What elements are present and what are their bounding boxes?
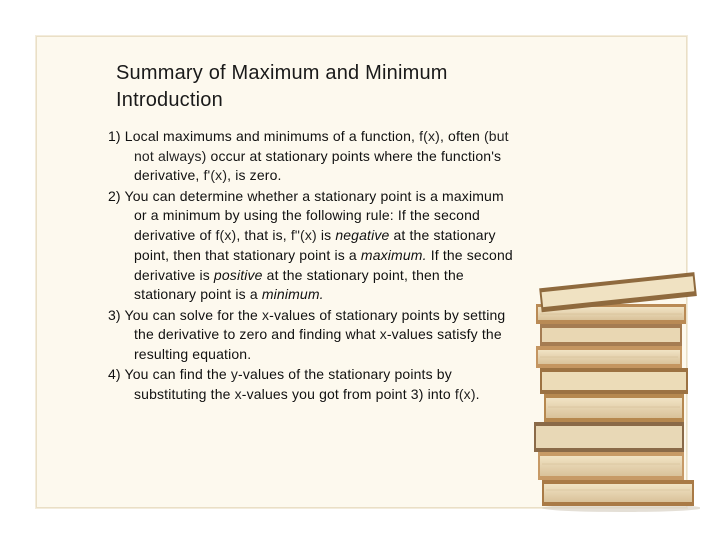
slide-title	[116, 60, 448, 114]
item-number: 4)	[108, 366, 125, 383]
item-text: You can solve for the	[124, 306, 262, 323]
item-number: 3)	[108, 306, 125, 323]
item-number: 1)	[108, 128, 125, 144]
item-text: -values of the stationary points by substituting the	[134, 366, 452, 402]
math-term: x	[379, 326, 387, 343]
list-item	[108, 306, 520, 365]
item-text: You can determine whether a stationary point is a maximum or a minimum by using the following rule: If the second derivative of	[124, 187, 504, 244]
emphasis-text: maximum.	[360, 246, 427, 263]
item-text: -values satisfy the resulting equation.	[134, 326, 502, 362]
item-text: If the second derivative is	[134, 246, 513, 283]
math-term: y	[230, 366, 239, 383]
slide-title-line-1: Summary of Maximum and Minimum	[116, 62, 448, 84]
item-text: -values of stationary points by setting the derivative to zero and finding what	[134, 306, 506, 343]
emphasis-text: negative	[335, 227, 390, 244]
stack-of-books-icon	[530, 262, 700, 512]
list-item	[108, 127, 520, 186]
list-item	[108, 365, 520, 404]
math-term: x	[234, 385, 242, 402]
item-text: , that is,	[236, 227, 291, 244]
math-term: x	[261, 306, 270, 323]
summary-list	[108, 127, 520, 405]
math-term: f(x)	[454, 385, 476, 402]
item-text: .	[475, 385, 480, 402]
item-text: , is zero.	[227, 167, 282, 184]
item-text: You can find the	[124, 366, 231, 383]
item-text: Local maximums and minimums of a function,	[124, 128, 420, 144]
item-number: 2)	[108, 187, 125, 204]
math-term: f(x)	[215, 227, 237, 244]
math-term: f"(x)	[290, 227, 317, 244]
list-item	[108, 187, 520, 305]
item-text: occur at stationary points where the function's derivative,	[134, 147, 502, 184]
emphasis-text: positive	[213, 266, 263, 283]
item-text: (but not always)	[134, 128, 509, 164]
item-text: , often	[439, 128, 484, 144]
emphasis-text: minimum.	[261, 286, 324, 303]
slide-title-line-2: Introduction	[116, 89, 223, 111]
math-term: f(x)	[419, 128, 440, 144]
item-text: is	[316, 227, 336, 244]
item-text: -values you got from point 3) into	[241, 385, 455, 402]
math-term: f'(x)	[203, 167, 228, 184]
item-text: at the stationary point, then the stationary point is a	[134, 266, 464, 303]
item-text: at the stationary point, then that stationary point is a	[134, 227, 496, 263]
